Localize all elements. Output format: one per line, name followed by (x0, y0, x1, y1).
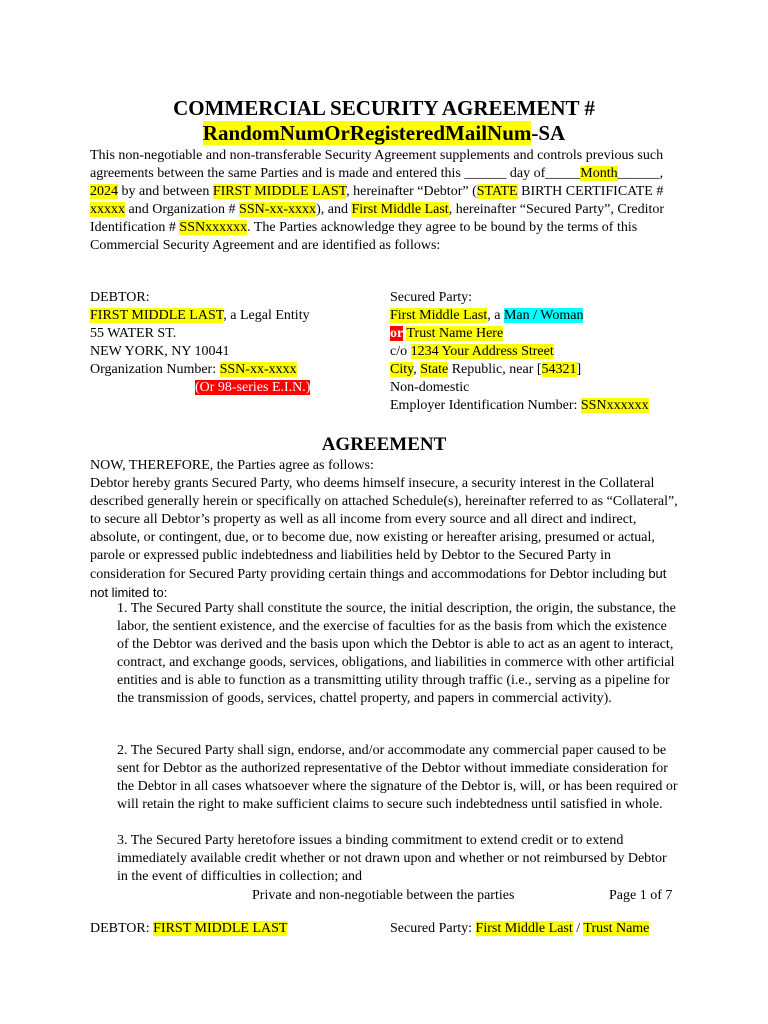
intro-text: by and between (118, 184, 213, 199)
agreement-suffix: -SA (531, 121, 566, 145)
zip-field: 54321 (541, 362, 577, 377)
creditor-id-field: SSNxxxxxx (179, 220, 248, 235)
month-field: Month (580, 166, 618, 181)
agreement-number: RandomNumOrRegisteredMailNum (202, 121, 532, 145)
trust-signature-name: Trust Name (583, 921, 650, 936)
intro-text: This non-negotiable and non-transferable Security Agreement supplements and controls previous such agreements between the same Parties and is made and entered this ______ day of_____ (90, 148, 664, 181)
agreement-item-2: 2. The Secured Party shall sign, endorse, and/or accommodate any commercial paper caused to be sent for Debtor as the authorized representative of the Debtor without immediate consideration for the Debtor in all cases whatsoever where the signature of the Debtor is, will, or has been required or will retain the right to make sufficient claims to secure such indebtedness until satisfied in whole. (117, 743, 678, 812)
secured-party-block (390, 289, 690, 415)
agreement-item-3: 3. The Secured Party heretofore issues a binding commitment to extend credit or to extend immediately available credit whether or not drawn upon and whether or not reimbursed by Debtor in the event of difficulties in collection; and (117, 833, 667, 884)
nondomestic-line: Non-domestic (390, 380, 470, 395)
secured-name-line (390, 307, 690, 325)
intro-text: BIRTH CERTIFICATE # (517, 184, 664, 199)
agreement-intro: NOW, THEREFORE, the Parties agree as follows: (90, 458, 374, 473)
secured-address: 1234 Your Address Street (410, 344, 554, 359)
title-line-1: COMMERCIAL SECURITY AGREEMENT # (173, 96, 595, 120)
city-field: City (390, 362, 414, 377)
republic-text: Republic, near [ (448, 362, 542, 377)
state-field: State (420, 362, 449, 377)
intro-text: ______, (617, 166, 664, 181)
slash: / (572, 921, 584, 936)
secured-address-line (390, 343, 690, 361)
grant-tail: but not limited to: (90, 566, 667, 600)
intro-text: , hereinafter “Secured Party”, Creditor Identification # (90, 202, 665, 235)
debtor-signature (90, 920, 287, 938)
secured-signature (390, 920, 649, 938)
debtor-org-line (90, 361, 370, 379)
debtor-name-field: FIRST MIDDLE LAST (212, 184, 347, 199)
debtor-name: FIRST MIDDLE LAST (90, 308, 224, 323)
agreement-heading: AGREEMENT (321, 434, 447, 455)
footer-center-text: Private and non-negotiable between the parties (252, 888, 515, 903)
debtor-address-2: NEW YORK, NY 10041 (90, 344, 230, 359)
debtor-block (90, 289, 370, 397)
intro-text: , hereinafter “Debtor” ( (346, 184, 477, 199)
ein-label: Employer Identification Number: (390, 398, 581, 413)
title-line-2 (0, 121, 768, 145)
or-label: or (390, 326, 404, 341)
year-field: 2024 (90, 184, 118, 199)
debtor-signature-name: FIRST MIDDLE LAST (153, 921, 288, 936)
intro-text: ), and (316, 202, 352, 217)
debtor-name-line (90, 307, 370, 325)
trust-name: Trust Name Here (406, 326, 504, 341)
secured-name: First Middle Last (390, 308, 488, 323)
debtor-name-suffix: , a Legal Entity (223, 308, 310, 323)
organization-number-field: SSN-xx-xxxx (239, 202, 317, 217)
page-footer (0, 887, 768, 905)
debtor-label: DEBTOR: (90, 921, 154, 936)
gender-field: Man / Woman (503, 308, 584, 323)
intro-text: . The Parties acknowledge they agree to be bound by the terms of this Commercial Security Agreement and are identified as follows: (90, 220, 638, 253)
secured-heading: Secured Party: (390, 290, 473, 305)
agreement-grant-paragraph (90, 475, 680, 603)
trust-line (390, 325, 690, 343)
org-value: SSN-xx-xxxx (219, 362, 297, 377)
agreement-item-1: 1. The Secured Party shall constitute the source, the initial description, the origin, the substance, the labor, the sentient existence, and the exercise of faculties for as the basis from which the existence of the Debtor was derived and the basis upon which the Debtor is able to act as an agent to interact, contract, and exchange goods, services, obligations, and liabilities in commerce with other artificial entities and is able to function as a transmitting utility through traffic (i.e., serving as a pipeline for the transmission of goods, services, chattel property, and papers in commercial activity). (117, 601, 676, 706)
state-field: STATE (476, 184, 518, 199)
intro-paragraph (90, 147, 680, 255)
city-comma: , (413, 362, 421, 377)
signature-line (0, 920, 768, 938)
page-number: Page 1 of 7 (609, 888, 673, 903)
grant-text: Debtor hereby grants Secured Party, who deems himself insecure, a security interest in the Collateral described generally herein or specifically on attached Schedule(s), hereinafter referred to as “Collateral”, to secure all Debtor’s property as well as all income from every source and all direct and indirect, absolute, or contingent, due, or to become due, now existing or hereafter arising, presumed or actual, parole or expressed public indebtedness and liabilities held by Debtor to the Secured Party in consideration for Secured Party providing certain things and accommodations for Debtor including (90, 476, 678, 582)
ein-note: (Or 98-series E.I.N.) (195, 380, 311, 395)
ein-line (390, 397, 690, 415)
ein-note-line (90, 379, 370, 397)
secured-label: Secured Party: (390, 921, 476, 936)
debtor-heading: DEBTOR: (90, 290, 150, 305)
secured-name-mid: , a (487, 308, 504, 323)
bracket-close: ] (576, 362, 582, 377)
secured-signature-name: First Middle Last (475, 921, 573, 936)
co-label: c/o (390, 344, 411, 359)
intro-text: and Organization # (125, 202, 240, 217)
debtor-address-1: 55 WATER ST. (90, 326, 177, 341)
certificate-number-field: xxxxx (90, 202, 125, 217)
org-label: Organization Number: (90, 362, 220, 377)
ein-value: SSNxxxxxx (580, 398, 649, 413)
secured-city-line (390, 361, 690, 379)
secured-party-name-field: First Middle Last (351, 202, 449, 217)
